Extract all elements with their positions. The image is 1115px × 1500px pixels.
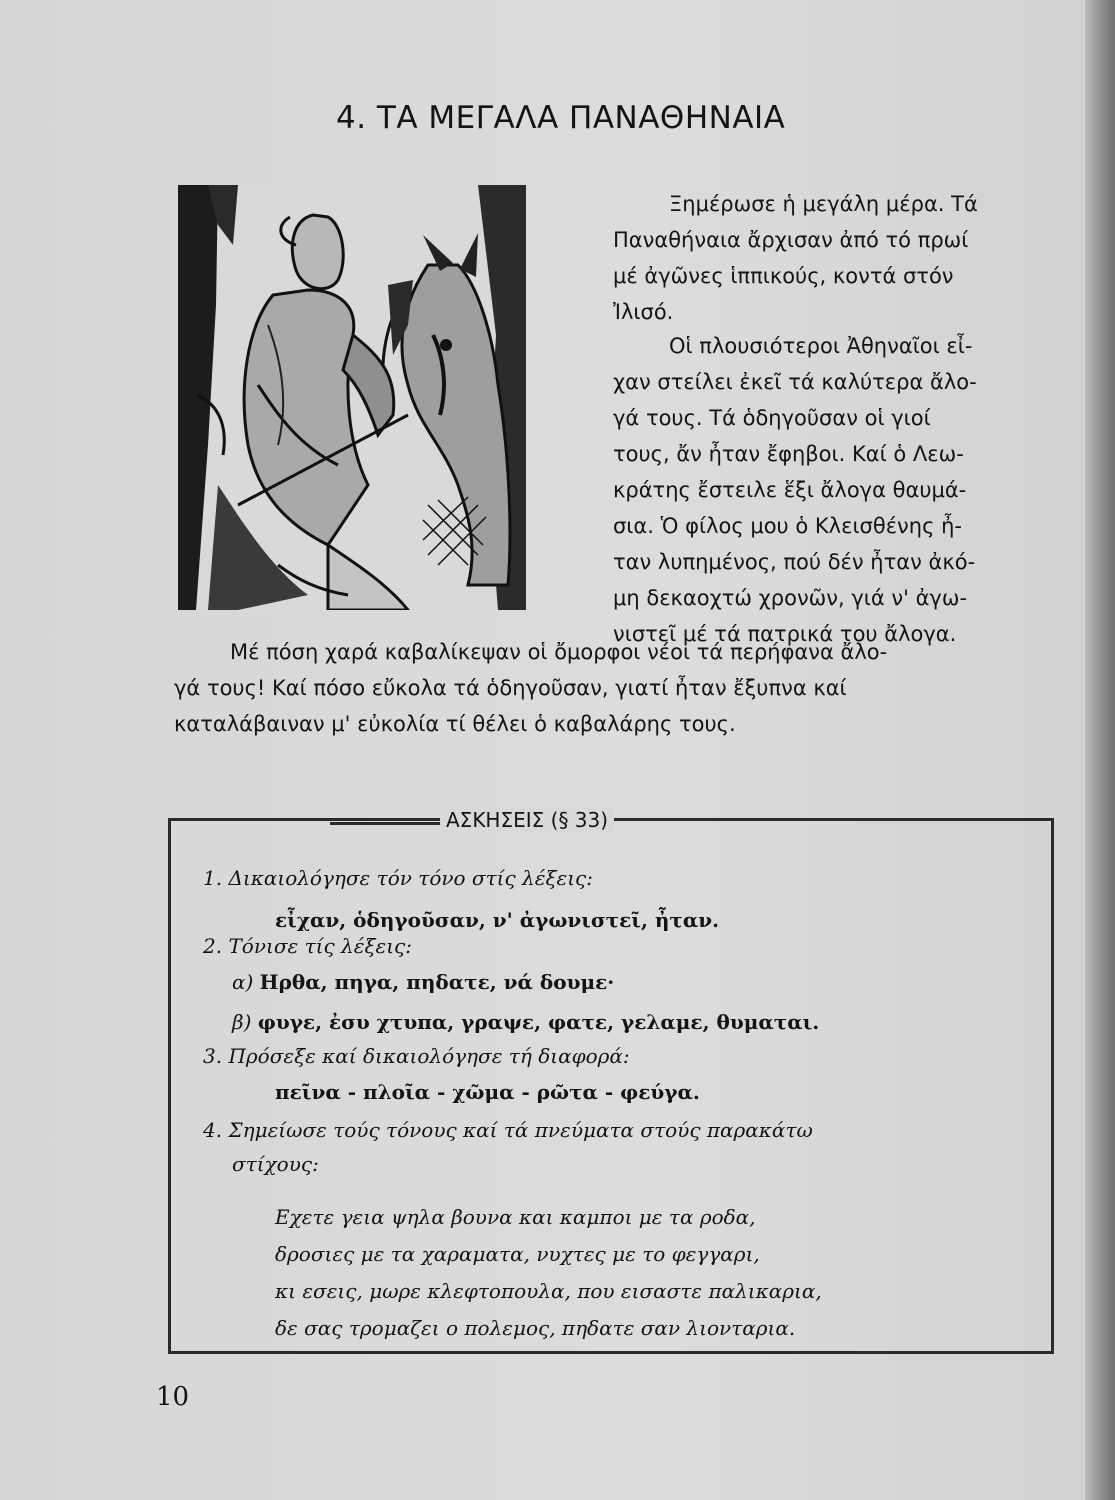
page-title: 4. ΤΑ ΜΕΓΑΛΑ ΠΑΝΑΘΗΝΑΙΑ xyxy=(336,100,786,136)
exercise-number: 4. xyxy=(203,1118,223,1142)
exercise-2 xyxy=(203,934,412,958)
story-line: κράτης ἔστειλε ἕξι ἄλογα θαυμά- xyxy=(613,478,967,502)
exercise-1 xyxy=(203,866,593,890)
story-line: Μέ πόση χαρά καβαλίκεψαν οἱ ὄμορφοι νέοι τά περήφανα ἄλο- xyxy=(230,640,888,664)
exercise-prompt: Σημείωσε τούς τόνους καί τά πνεύματα στούς παρακάτω xyxy=(228,1118,813,1142)
exercise-number: 2. xyxy=(203,934,223,958)
page-edge xyxy=(1085,0,1115,1500)
exercise-3 xyxy=(203,1044,630,1068)
story-line: σια. Ὁ φίλος μου ὁ Κλεισθένης ἦ- xyxy=(613,514,962,538)
story-line: ταν λυπημένος, πού δέν ἦταν ἀκό- xyxy=(613,550,976,574)
exercise-prompt: Τόνισε τίς λέξεις: xyxy=(228,934,412,958)
exercise-2b xyxy=(232,1010,819,1034)
option-label: β) xyxy=(232,1010,252,1034)
story-line: τους, ἄν ἦταν ἔφηβοι. Καί ὁ Λεω- xyxy=(613,442,964,466)
option-label: α) xyxy=(232,970,254,994)
story-line: μη δεκαοχτώ χρονῶν, γιά ν' ἀγω- xyxy=(613,586,968,610)
page-number: 10 xyxy=(156,1382,190,1412)
rider-on-horse-illustration xyxy=(178,185,526,610)
verse-line: κι εσεις, μωρε κλεφτοπουλα, που εισαστε παλικαρια, xyxy=(275,1279,822,1303)
option-words: Ηρθα, πηγα, πηδατε, νά δουμε· xyxy=(259,970,615,994)
exercise-2a xyxy=(232,970,614,994)
exercises-heading: ΑΣΚΗΣΕΙΣ (§ 33) xyxy=(440,808,614,832)
heading-rule xyxy=(330,822,440,825)
story-line: γά τους! Καί πόσο εὔκολα τά ὁδηγοῦσαν, γιατί ἦταν ἔξυπνα καί xyxy=(174,676,847,700)
story-line: χαν στείλει ἐκεῖ τά καλύτερα ἄλο- xyxy=(613,370,977,394)
exercise-prompt: Δικαιολόγησε τόν τόνο στίς λέξεις: xyxy=(228,866,593,890)
story-line: μέ ἀγῶνες ἱππικούς, κοντά στόν xyxy=(613,264,954,288)
verse-line: δροσιες με τα χαραματα, νυχτες με το φεγγαρι, xyxy=(275,1242,760,1266)
story-line: Παναθήναια ἄρχισαν ἀπό τό πρωί xyxy=(613,228,969,252)
exercise-number: 3. xyxy=(203,1044,223,1068)
exercise-3-answer: πεῖνα - πλοῖα - χῶμα - ρῶτα - φεύγα. xyxy=(275,1080,700,1104)
verse-line: Εχετε γεια ψηλα βουνα και καμποι με τα ροδα, xyxy=(275,1205,756,1229)
story-line: Ἰλισό. xyxy=(613,300,674,324)
verse-line: δε σας τρομαζει ο πολεμος, πηδατε σαν λιονταρια. xyxy=(275,1316,796,1340)
story-line: Οἱ πλουσιότεροι Ἀθηναῖοι εἶ- xyxy=(669,334,973,358)
story-line: Ξημέρωσε ἡ μεγάλη μέρα. Τά xyxy=(669,192,978,216)
exercise-4-prompt-cont: στίχους: xyxy=(232,1152,319,1176)
story-line: νιστεῖ μέ τά πατρικά του ἄλογα. xyxy=(613,622,957,646)
exercise-1-answer: εἶχαν, ὁδηγοῦσαν, ν' ἀγωνιστεῖ, ἦταν. xyxy=(275,908,720,932)
exercise-number: 1. xyxy=(203,866,223,890)
option-words: φυγε, ἐσυ χτυπα, γραψε, φατε, γελαμε, θυμαται. xyxy=(257,1010,820,1034)
exercise-prompt: Πρόσεξε καί δικαιολόγησε τή διαφορά: xyxy=(228,1044,630,1068)
story-line: γά τους. Τά ὁδηγοῦσαν οἱ γιοί xyxy=(613,406,931,430)
exercise-4 xyxy=(203,1118,813,1142)
story-line: καταλάβαιναν μ' εὐκολία τί θέλει ὁ καβαλάρης τους. xyxy=(174,712,736,736)
